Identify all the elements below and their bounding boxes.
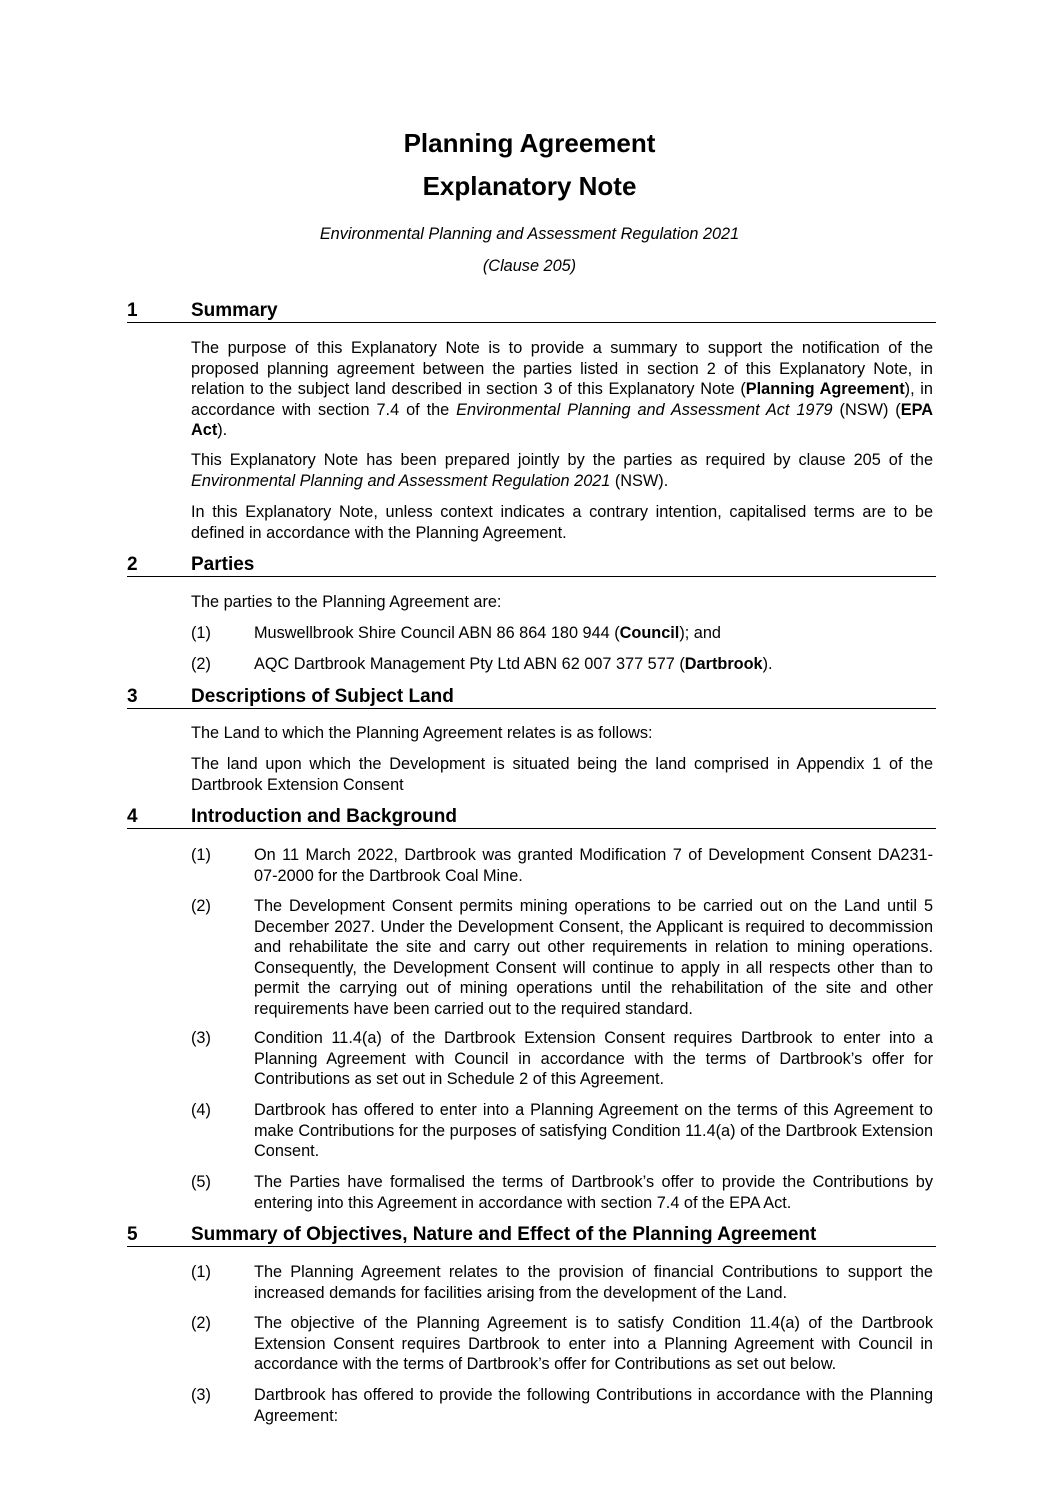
section-heading-subject-land [127, 686, 936, 709]
document-title: Planning Agreement [403, 128, 656, 158]
list-item-text: The Development Consent permits mining operations to be carried out on the Land until 5 December 2027. Under the Development Consent, the Applicant is required to decommission and rehabilitate the site and carry out other requirements in relation to mining operations. Consequently, the Development Consent will continue to apply in all respects other than to permit the carrying out of mining operations until the rehabilitation of the site and other requirements have been carried out to the required standard. [254, 897, 933, 1018]
land-paragraph-1: The Land to which the Planning Agreement relates is as follows: [191, 724, 653, 742]
list-item-text: Condition 11.4(a) of the Dartbrook Extension Consent requires Dartbrook to enter into a Planning Agreement with Council in accordance with the terms of Dartbrook’s offer for Contributions as set out in Schedule 2 of this Agreement. [254, 1029, 933, 1089]
section-number: 1 [127, 300, 138, 321]
list-item-label: (3) [191, 1386, 211, 1404]
list-item-text: Dartbrook has offered to enter into a Planning Agreement on the terms of this Agreement to make Contributions for the purposes of satisfying Condition 11.4(a) of the Dartbrook Extension Consent. [254, 1101, 933, 1161]
section-title: Descriptions of Subject Land [191, 686, 454, 707]
section-title: Introduction and Background [191, 806, 457, 827]
list-item-label: (2) [191, 897, 211, 915]
list-item-text: On 11 March 2022, Dartbrook was granted Modification 7 of Development Consent DA231-07-2000 for the Dartbrook Coal Mine. [254, 846, 933, 885]
list-item-label: (2) [191, 655, 211, 673]
section-heading-objectives [127, 1224, 936, 1247]
list-item-label: (2) [191, 1314, 211, 1332]
section-heading-summary [127, 300, 936, 323]
section-title: Summary [191, 300, 278, 321]
list-item-label: (1) [191, 846, 211, 864]
list-item-label: (5) [191, 1173, 211, 1191]
list-item-label: (1) [191, 624, 211, 642]
list-item-text: AQC Dartbrook Management Pty Ltd ABN 62 007 377 577 (Dartbrook). [254, 655, 773, 673]
list-item-text: The Planning Agreement relates to the provision of financial Contributions to support the increased demands for facilities arising from the development of the Land. [254, 1263, 933, 1302]
parties-intro: The parties to the Planning Agreement are: [191, 593, 502, 611]
list-item-label: (4) [191, 1101, 211, 1119]
list-item-label: (3) [191, 1029, 211, 1047]
list-item-text: Muswellbrook Shire Council ABN 86 864 180 944 (Council); and [254, 624, 721, 642]
section-number: 2 [127, 554, 138, 575]
section-number: 3 [127, 686, 138, 707]
section-title: Parties [191, 554, 255, 575]
section-heading-background [127, 806, 936, 829]
document-subtitle: Explanatory Note [422, 171, 637, 201]
summary-paragraph-3: In this Explanatory Note, unless context indicates a contrary intention, capitalised terms are to be defined in accordance with the Planning Agreement. [191, 503, 933, 542]
summary-paragraph-2: This Explanatory Note has been prepared jointly by the parties as required by clause 205 of the Environmental Planning and Assessment Regulation 2021 (NSW). [191, 451, 933, 490]
list-item-text: The Parties have formalised the terms of Dartbrook’s offer to provide the Contributions by entering into this Agreement in accordance with section 7.4 of the EPA Act. [254, 1173, 933, 1212]
section-heading-parties [127, 554, 936, 577]
regulation-reference: Environmental Planning and Assessment Regulation 2021 [319, 225, 740, 243]
list-item-text: Dartbrook has offered to provide the following Contributions in accordance with the Planning Agreement: [254, 1386, 933, 1425]
summary-paragraph-1: The purpose of this Explanatory Note is to provide a summary to support the notification of the proposed planning agreement between the parties listed in section 2 of this Explanatory Note, in relation to the subject land described in section 3 of this Explanatory Note (Planning Agreement), in accordance with section 7.4 of the Environmental Planning and Assessment Act 1979 (NSW) (EPA Act). [191, 339, 933, 440]
section-title: Summary of Objectives, Nature and Effect of the Planning Agreement [191, 1224, 817, 1245]
section-number: 5 [127, 1224, 138, 1245]
land-paragraph-2: The land upon which the Development is situated being the land comprised in Appendix 1 of the Dartbrook Extension Consent [191, 755, 933, 794]
section-number: 4 [127, 806, 138, 827]
list-item-label: (1) [191, 1263, 211, 1281]
list-item-text: The objective of the Planning Agreement is to satisfy Condition 11.4(a) of the Dartbrook Extension Consent requires Dartbrook to enter into a Planning Agreement with Council in accordance with the terms of Dartbrook’s offer for Contributions as set out below. [254, 1314, 933, 1374]
clause-reference: (Clause 205) [482, 257, 577, 275]
